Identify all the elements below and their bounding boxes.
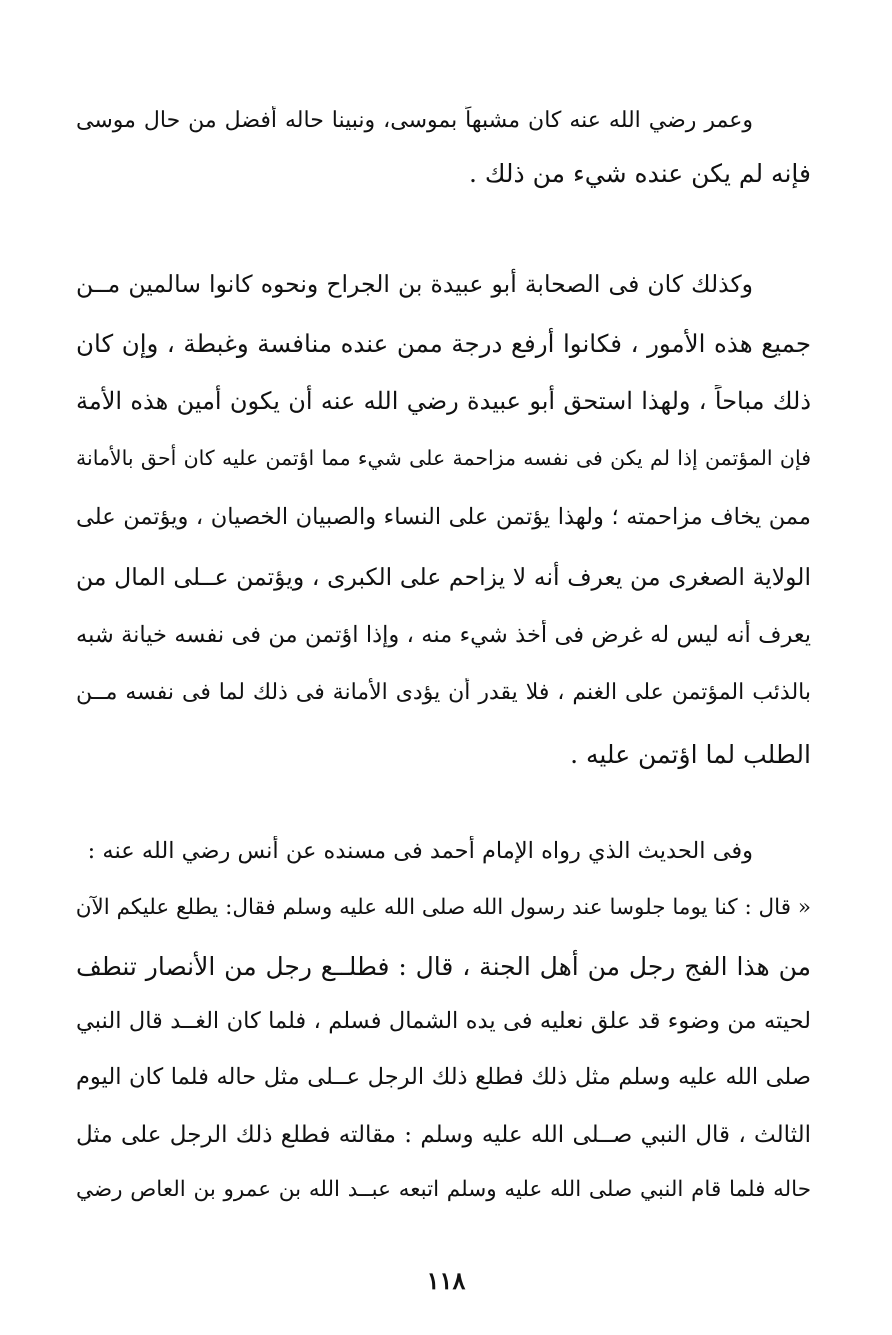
text-line: وعمر رضي الله عنه كان مشبهاً بموسى، ونبينا حاله أفضل من حال موسى bbox=[76, 108, 753, 133]
text-line: وكذلك كان فى الصحابة أبو عبيدة بن الجراح ونحوه كانوا سالمين مــن bbox=[76, 270, 753, 298]
paragraph-2 bbox=[76, 268, 811, 795]
text-line: « قال : كنا يوما جلوسا عند رسول الله صلى الله عليه وسلم فقال: يطلع عليكم الآن bbox=[76, 894, 811, 920]
text-line: فإن المؤتمن إذا لم يكن فى نفسه مزاحمة على شيء مما اؤتمن عليه كان أحق بالأمانة bbox=[76, 445, 811, 470]
page-number: ١١٨ bbox=[426, 1266, 466, 1295]
text-line: فإنه لم يكن عنده شيء من ذلك . bbox=[468, 159, 811, 188]
text-line: وفى الحديث الذي رواه الإمام أحمد فى مسنده عن أنس رضي الله عنه : bbox=[87, 838, 753, 864]
text-line: ممن يخاف مزاحمته ؛ ولهذا يؤتمن على النساء والصبيان الخصيان ، ويؤتمن على bbox=[76, 504, 811, 531]
text-line: من هذا الفج رجل من أهل الجنة ، قال : فطلــع رجل من الأنصار تنطف bbox=[76, 952, 811, 981]
text-line: بالذئب المؤتمن على الغنم ، فلا يقدر أن يؤدى الأمانة فى ذلك لما فى نفسه مــن bbox=[76, 680, 811, 706]
text-line: حاله فلما قام النبي صلى الله عليه وسلم اتبعه عبــد الله بن عمرو بن العاص رضي bbox=[76, 1177, 811, 1202]
text-line: ذلك مباحاً ، ولهذا استحق أبو عبيدة رضي الله عنه أن يكون أمين هذه الأمة bbox=[76, 387, 811, 416]
paragraph-3 bbox=[76, 836, 811, 1232]
text-line: الطلب لما اؤتمن عليه . bbox=[570, 739, 811, 769]
paragraph-1 bbox=[76, 106, 811, 206]
text-line: الولاية الصغرى من يعرف أنه لا يزاحم على الكبرى ، ويؤتمن عــلى المال من bbox=[76, 562, 811, 591]
text-line: الثالث ، قال النبي صــلى الله عليه وسلم : مقالته فطلع ذلك الرجل على مثل bbox=[76, 1121, 811, 1148]
text-line: يعرف أنه ليس له غرض فى أخذ شيء منه ، وإذا اؤتمن من فى نفسه خيانة شبه bbox=[76, 621, 811, 648]
text-line: جميع هذه الأمور ، فكانوا أرفع درجة ممن عنده منافسة وغبطة ، وإن كان bbox=[76, 328, 811, 358]
text-line: صلى الله عليه وسلم مثل ذلك فطلع ذلك الرجل عــلى مثل حاله فلما كان اليوم bbox=[76, 1064, 811, 1090]
text-line: لحيته من وضوء قد علق نعليه فى يده الشمال فسلم ، فلما كان الغــد قال النبي bbox=[76, 1007, 811, 1034]
